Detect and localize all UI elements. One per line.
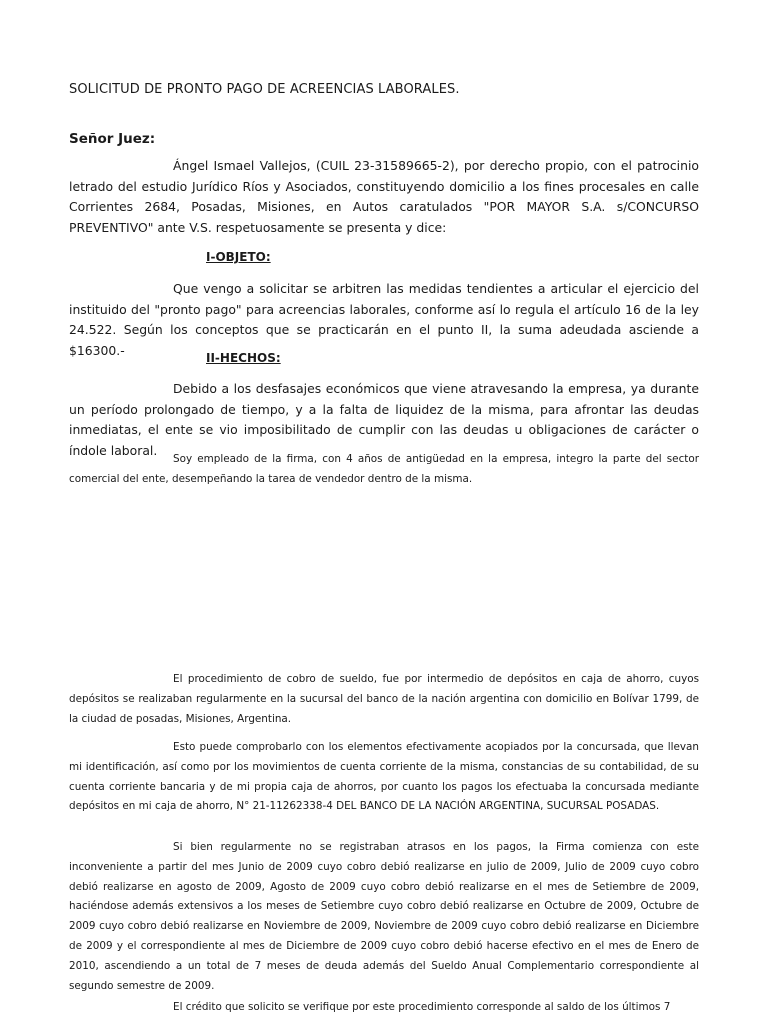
hechos-paragraph: Debido a los desfasajes económicos que viene atravesando la empresa, ya durante un período prolongado de tiempo, y a la falta de liquidez de la misma, para afrontar las deudas inmediatas, el ente se vio imposibilitado de cumplir con las deudas u obligaciones de carácter o índole laboral. [69, 381, 699, 459]
paragraph-empleado: Soy empleado de la firma, con 4 años de antigüedad en la empresa, integro la parte del sector comercial del ente, desempeñando la tarea de vendedor dentro de la misma. [69, 453, 699, 485]
page-bottom-edge [0, 1016, 768, 1024]
paragraph-atrasos: Si bien regularmente no se registraban atrasos en los pagos, la Firma comienza con este inconveniente a partir del mes Junio de 2009 cuyo cobro debió realizarse en julio de 2009, Julio de 2009 cuyo cobro debió realizarse en agosto de 2009, Agosto de 2009 cuyo cobro debió realizarse en el mes de Setiembre de 2009, haciéndose además extensivos a los meses de Setiembre cuyo cobro debió realizarse en Octubre de 2009, Octubre de 2009 cuyo cobro debió realizarse en Noviembre de 2009, Noviembre de 2009 cuyo cobro debió realizarse en Diciembre de 2009 y el correspondiente al mes de Diciembre de 2009 cuyo cobro debió hacerse efectivo en el mes de Enero de 2010, ascendiendo a un total de 7 meses de deuda además del Sueldo Anual Complementario correspondiente al segundo semestre de 2009. [69, 841, 699, 992]
paragraph-credito: El crédito que solicito se verifique por este procedimiento corresponde al saldo de los últimos 7 [173, 1001, 671, 1013]
salutation: Señor Juez: [69, 131, 156, 147]
paragraph-comprobacion: Esto puede comprobarlo con los elementos efectivamente acopiados por la concursada, que llevan mi identificación, así como por los movimientos de cuenta corriente de la misma, constancias de su contabilidad, de su cuenta corriente bancaria y de mi propia caja de ahorros, por cuanto los pagos los efectuaba la concursada mediante depósitos en mi caja de ahorro, N° 21-11262338-4 DEL BANCO DE LA NACIÓN ARGENTINA, SUCURSAL POSADAS. [69, 741, 699, 813]
section-heading-objeto: I-OBJETO: [206, 250, 271, 264]
section-heading-hechos: II-HECHOS: [206, 351, 281, 365]
objeto-paragraph: Que vengo a solicitar se arbitren las medidas tendientes a articular el ejercicio del instituido del "pronto pago" para acreencias laborales, conforme así lo regula el artículo 16 de la ley 24.522. Según los conceptos que se practicarán en el punto II, la suma adeudada asciende a $16300.- [69, 281, 699, 359]
intro-paragraph: Ángel Ismael Vallejos, (CUIL 23-31589665-2), por derecho propio, con el patrocinio letrado del estudio Jurídico Ríos y Asociados, constituyendo domicilio a los fines procesales en calle Corrientes 2684, Posadas, Misiones, en Autos caratulados "POR MAYOR S.A. s/CONCURSO PREVENTIVO" ante V.S. respetuosamente se presenta y dice: [69, 158, 699, 236]
document-title: SOLICITUD DE PRONTO PAGO DE ACREENCIAS LABORALES. [69, 82, 460, 97]
paragraph-procedimiento-cobro: El procedimiento de cobro de sueldo, fue por intermedio de depósitos en caja de ahorro, cuyos depósitos se realizaban regularmente en la sucursal del banco de la nación argentina con domicilio en Bolívar 1799, de la ciudad de posadas, Misiones, Argentina. [69, 673, 699, 725]
